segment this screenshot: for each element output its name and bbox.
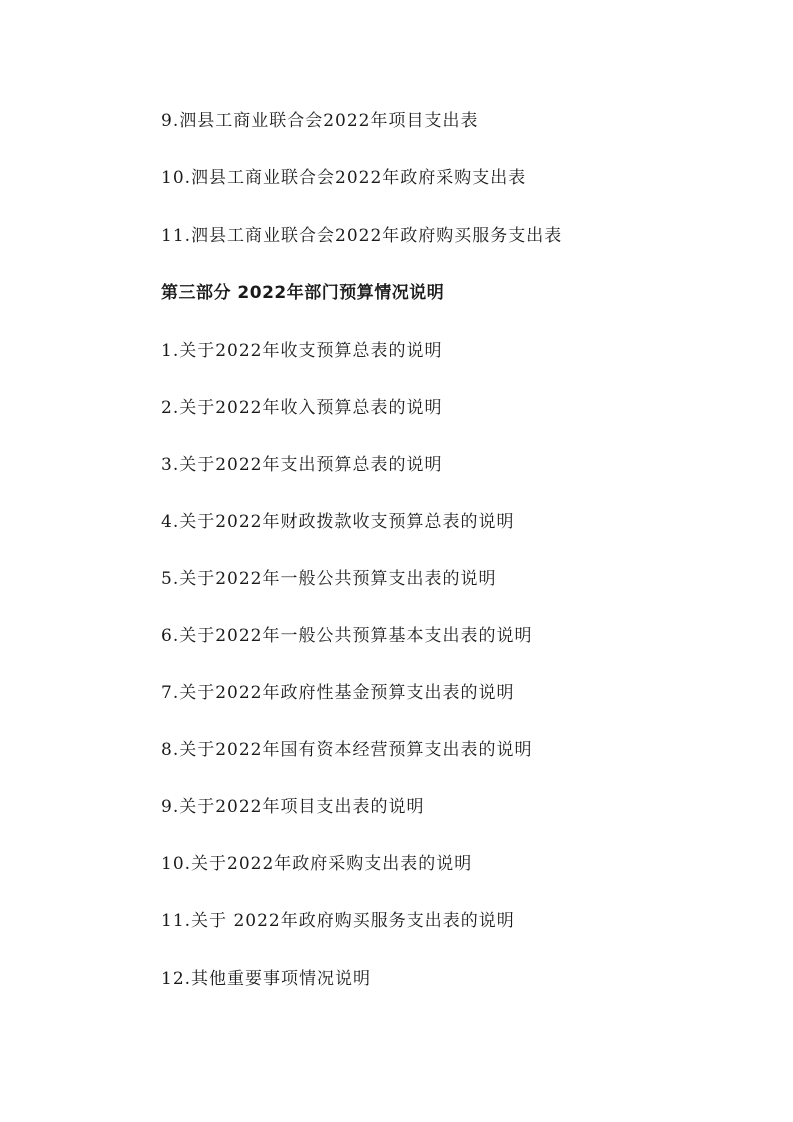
toc-item-part3-3: 3.关于2022年支出预算总表的说明 (161, 455, 443, 475)
toc-item-part3-7: 7.关于2022年政府性基金预算支出表的说明 (161, 683, 515, 703)
toc-item-part3-2: 2.关于2022年收入预算总表的说明 (161, 398, 443, 418)
toc-item-part3-12: 12.其他重要事项情况说明 (161, 969, 372, 989)
toc-item-part2-11: 11.泗县工商业联合会2022年政府购买服务支出表 (161, 226, 563, 246)
toc-item-part3-11: 11.关于 2022年政府购买服务支出表的说明 (161, 911, 515, 931)
toc-item-part3-9: 9.关于2022年项目支出表的说明 (161, 797, 425, 817)
toc-item-part3-4: 4.关于2022年财政拨款收支预算总表的说明 (161, 512, 515, 532)
toc-item-part2-10: 10.泗县工商业联合会2022年政府采购支出表 (161, 168, 527, 188)
toc-item-part3-5: 5.关于2022年一般公共预算支出表的说明 (161, 569, 497, 589)
toc-item-part3-6: 6.关于2022年一般公共预算基本支出表的说明 (161, 626, 533, 646)
toc-item-part2-9: 9.泗县工商业联合会2022年项目支出表 (161, 111, 479, 131)
toc-item-part3-1: 1.关于2022年收支预算总表的说明 (161, 341, 443, 361)
section-heading-part3: 第三部分 2022年部门预算情况说明 (161, 283, 445, 303)
toc-item-part3-10: 10.关于2022年政府采购支出表的说明 (161, 854, 473, 874)
toc-item-part3-8: 8.关于2022年国有资本经营预算支出表的说明 (161, 740, 533, 760)
